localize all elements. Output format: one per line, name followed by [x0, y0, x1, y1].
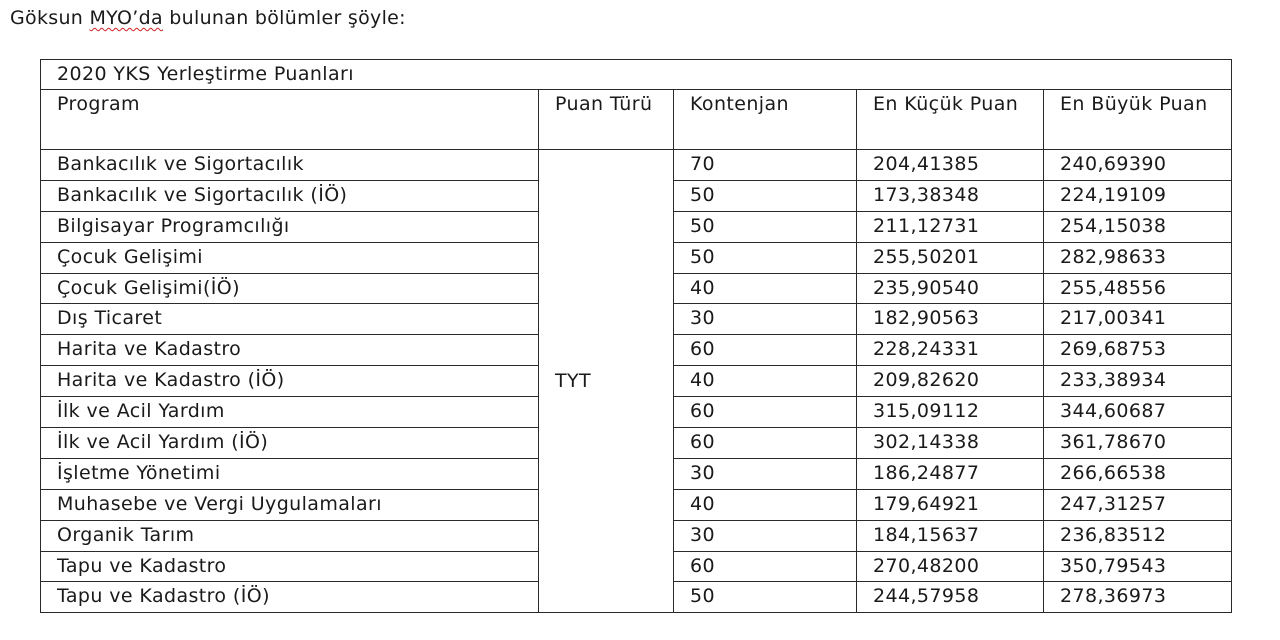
cell-max-score: 361,78670	[1044, 428, 1232, 459]
cell-kontenjan: 30	[674, 458, 857, 489]
cell-max-score: 269,68753	[1044, 335, 1232, 366]
cell-max-score: 266,66538	[1044, 458, 1232, 489]
cell-kontenjan: 50	[674, 180, 857, 211]
cell-max-score: 247,31257	[1044, 489, 1232, 520]
cell-kontenjan: 40	[674, 366, 857, 397]
intro-before: Göksun	[10, 7, 90, 29]
header-en-buyuk-puan: En Büyük Puan	[1044, 90, 1232, 150]
cell-min-score: 270,48200	[857, 551, 1044, 582]
cell-program: İlk ve Acil Yardım	[41, 397, 539, 428]
cell-max-score: 254,15038	[1044, 211, 1232, 242]
cell-max-score: 344,60687	[1044, 397, 1232, 428]
table-title-row	[41, 60, 1232, 90]
cell-program: Bilgisayar Programcılığı	[41, 211, 539, 242]
cell-puan-turu: TYT	[539, 150, 674, 613]
cell-max-score: 350,79543	[1044, 551, 1232, 582]
cell-min-score: 184,15637	[857, 520, 1044, 551]
cell-kontenjan: 50	[674, 242, 857, 273]
cell-max-score: 240,69390	[1044, 150, 1232, 181]
intro-text	[10, 4, 406, 32]
cell-max-score: 217,00341	[1044, 304, 1232, 335]
cell-min-score: 182,90563	[857, 304, 1044, 335]
cell-min-score: 302,14338	[857, 428, 1044, 459]
table-row	[41, 150, 1232, 181]
cell-program: Çocuk Gelişimi(İÖ)	[41, 273, 539, 304]
cell-program: Dış Ticaret	[41, 304, 539, 335]
cell-kontenjan: 30	[674, 520, 857, 551]
cell-min-score: 228,24331	[857, 335, 1044, 366]
table-title: 2020 YKS Yerleştirme Puanları	[41, 60, 1232, 90]
cell-max-score: 236,83512	[1044, 520, 1232, 551]
cell-kontenjan: 60	[674, 397, 857, 428]
cell-kontenjan: 60	[674, 428, 857, 459]
cell-program: Bankacılık ve Sigortacılık (İÖ)	[41, 180, 539, 211]
cell-program: Bankacılık ve Sigortacılık	[41, 150, 539, 181]
cell-min-score: 179,64921	[857, 489, 1044, 520]
cell-max-score: 255,48556	[1044, 273, 1232, 304]
cell-program: Tapu ve Kadastro	[41, 551, 539, 582]
cell-kontenjan: 50	[674, 211, 857, 242]
table-header-row	[41, 90, 1232, 150]
cell-program: Muhasebe ve Vergi Uygulamaları	[41, 489, 539, 520]
placement-scores-table	[40, 59, 1232, 613]
header-kontenjan: Kontenjan	[674, 90, 857, 150]
spellcheck-marked-word: MYO’da	[89, 7, 163, 29]
cell-program: Harita ve Kadastro (İÖ)	[41, 366, 539, 397]
cell-kontenjan: 30	[674, 304, 857, 335]
cell-program: İşletme Yönetimi	[41, 458, 539, 489]
cell-program: Harita ve Kadastro	[41, 335, 539, 366]
cell-kontenjan: 60	[674, 335, 857, 366]
header-puan-turu: Puan Türü	[539, 90, 674, 150]
cell-min-score: 209,82620	[857, 366, 1044, 397]
cell-min-score: 255,50201	[857, 242, 1044, 273]
cell-min-score: 244,57958	[857, 582, 1044, 613]
header-en-kucuk-puan: En Küçük Puan	[857, 90, 1044, 150]
cell-max-score: 224,19109	[1044, 180, 1232, 211]
cell-min-score: 173,38348	[857, 180, 1044, 211]
header-program: Program	[41, 90, 539, 150]
cell-program: Tapu ve Kadastro (İÖ)	[41, 582, 539, 613]
cell-program: İlk ve Acil Yardım (İÖ)	[41, 428, 539, 459]
cell-max-score: 282,98633	[1044, 242, 1232, 273]
cell-min-score: 204,41385	[857, 150, 1044, 181]
cell-kontenjan: 60	[674, 551, 857, 582]
cell-min-score: 235,90540	[857, 273, 1044, 304]
cell-min-score: 186,24877	[857, 458, 1044, 489]
cell-max-score: 233,38934	[1044, 366, 1232, 397]
intro-after: bulunan bölümler şöyle:	[162, 7, 406, 29]
cell-kontenjan: 40	[674, 489, 857, 520]
cell-program: Çocuk Gelişimi	[41, 242, 539, 273]
cell-max-score: 278,36973	[1044, 582, 1232, 613]
cell-program: Organik Tarım	[41, 520, 539, 551]
cell-kontenjan: 70	[674, 150, 857, 181]
cell-min-score: 315,09112	[857, 397, 1044, 428]
cell-min-score: 211,12731	[857, 211, 1044, 242]
cell-kontenjan: 40	[674, 273, 857, 304]
cell-kontenjan: 50	[674, 582, 857, 613]
